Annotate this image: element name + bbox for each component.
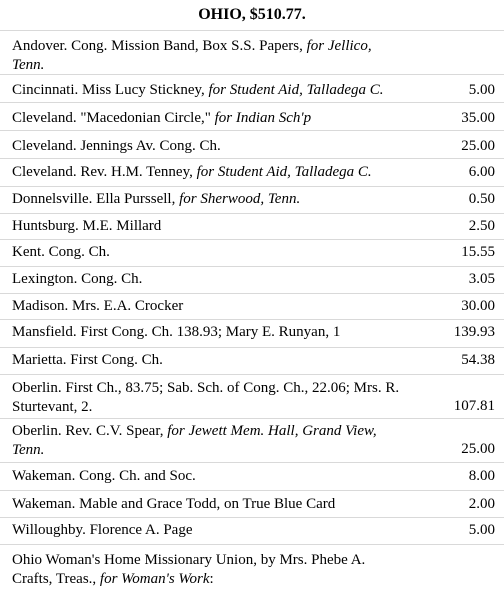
donor-text: Madison. Mrs. E.A. Crocker [12, 298, 184, 314]
donation-entry [0, 293, 504, 320]
donation-entry [0, 30, 504, 75]
donor-description [12, 351, 407, 370]
donor-description [12, 270, 407, 289]
donor-text: Oberlin. Rev. C.V. Spear, [12, 423, 168, 439]
designation-note: for Sherwood, Tenn. [179, 191, 301, 207]
donor-text: Cleveland. Jennings Av. Cong. Ch. [12, 138, 221, 154]
designation-note: for Woman's Work [99, 571, 210, 587]
donor-description [12, 297, 407, 316]
donation-amount: 25.00 [461, 441, 495, 457]
donor-description [12, 379, 407, 417]
donation-amount: 139.93 [453, 324, 495, 340]
donor-description [12, 37, 407, 75]
donor-description [12, 109, 407, 128]
donation-amount: 3.05 [468, 271, 495, 287]
donor-text: Willoughby. Florence A. Page [12, 522, 193, 538]
donation-amount: 8.00 [468, 468, 495, 484]
donor-text: Lexington. Cong. Ch. [12, 271, 143, 287]
donor-text: Ohio Woman's Home Missionary Union, by Mrs. Phebe A. Crafts, Treas., [12, 552, 366, 587]
donation-amount: 30.00 [461, 298, 495, 314]
donor-description [12, 467, 407, 486]
donor-text: Oberlin. First Ch., 83.75; Sab. Sch. of Cong. Ch., 22.06; Mrs. R. Sturtevant, 2. [12, 380, 400, 415]
donation-amount: 107.81 [453, 398, 495, 414]
donor-text: Marietta. First Cong. Ch. [12, 352, 163, 368]
designation-note: for Jellico, Tenn. [12, 38, 372, 73]
donation-amount: 0.50 [468, 191, 495, 207]
donor-description [12, 551, 407, 589]
donor-text: Wakeman. Cong. Ch. and Soc. [12, 468, 196, 484]
donor-text: Cleveland. Rev. H.M. Tenney, [12, 164, 197, 180]
donor-text: Huntsburg. M.E. Millard [12, 218, 162, 234]
donor-description [12, 163, 407, 182]
donation-amount: 5.00 [468, 522, 495, 538]
donation-entry [0, 462, 504, 491]
donation-entry [0, 418, 504, 463]
donor-text: Cleveland. "Macedonian Circle," [12, 110, 215, 126]
donor-text: Andover. Cong. Mission Band, Box S.S. Papers, [12, 38, 307, 54]
donation-entry [0, 130, 504, 159]
donor-description [12, 190, 407, 209]
donation-amount: 2.00 [468, 496, 495, 512]
designation-note: for Student Aid, Talladega C. [208, 82, 384, 98]
donation-entry [0, 517, 504, 545]
donor-description [12, 137, 407, 156]
donation-entry [0, 74, 504, 103]
donor-text: Cincinnati. Miss Lucy Stickney, [12, 82, 209, 98]
donor-description [12, 521, 407, 540]
designation-note: for Jewett Mem. Hall, Grand View, Tenn. [12, 423, 377, 458]
donation-entry [0, 239, 504, 267]
donation-entry [0, 490, 504, 518]
donation-amount: 6.00 [468, 164, 495, 180]
donor-text: Kent. Cong. Ch. [12, 244, 110, 260]
donation-amount: 2.50 [468, 218, 495, 234]
donation-amount: 54.38 [461, 352, 495, 368]
donation-entry [0, 374, 504, 419]
suffix: : [209, 571, 214, 587]
donor-description [12, 217, 407, 236]
donation-entry [0, 213, 504, 240]
donation-amount: 5.00 [468, 82, 495, 98]
donor-description [12, 495, 407, 514]
donation-entry [0, 186, 504, 214]
designation-note: for Indian Sch'p [214, 110, 312, 126]
donor-text: Donnelsville. Ella Purssell, [12, 191, 180, 207]
donor-description [12, 323, 407, 342]
designation-note: for Student Aid, Talladega C. [196, 164, 372, 180]
donation-entry [0, 319, 504, 348]
donor-description [12, 243, 407, 262]
donation-entry [0, 102, 504, 131]
donor-text: Mansfield. First Cong. Ch. 138.93; Mary E. Runyan, 1 [12, 324, 341, 340]
donation-entry [0, 544, 504, 592]
donor-description [12, 81, 407, 100]
donor-text: Wakeman. Mable and Grace Todd, on True Blue Card [12, 496, 336, 512]
donation-amount: 35.00 [461, 110, 495, 126]
donation-amount: 15.55 [461, 244, 495, 260]
donation-amount: 25.00 [461, 138, 495, 154]
donation-entry [0, 158, 504, 187]
donor-description [12, 422, 407, 460]
section-heading: OHIO, $510.77. [198, 6, 306, 23]
donation-entry [0, 266, 504, 294]
donation-entry [0, 347, 504, 375]
